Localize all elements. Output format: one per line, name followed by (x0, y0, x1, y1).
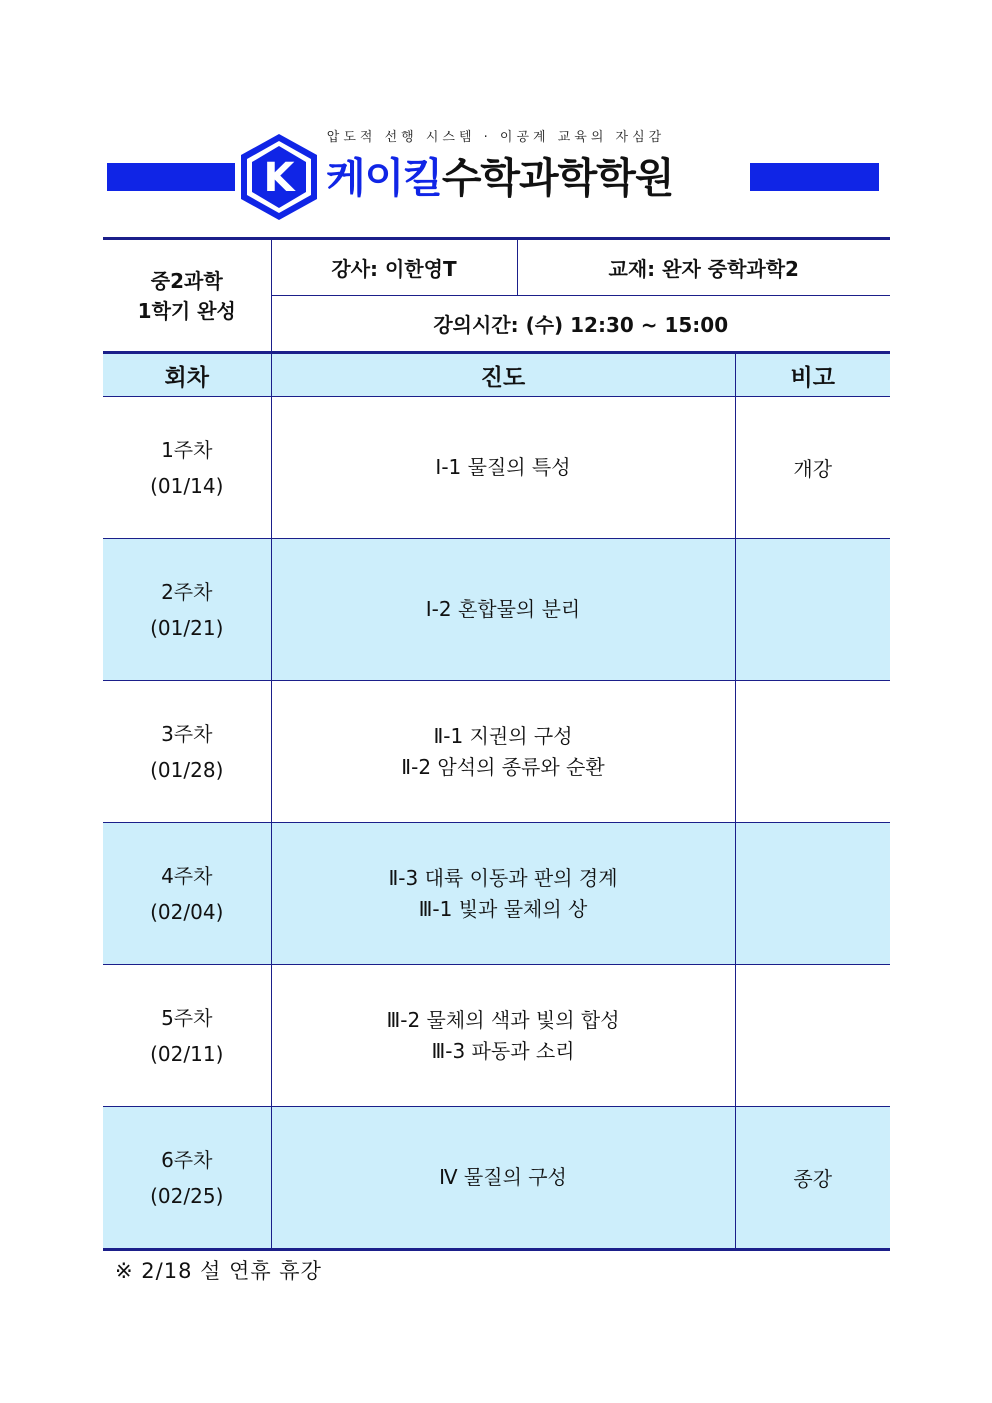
slogan: 압도적 선행 시스템 · 이공계 교육의 자심감 (326, 130, 666, 145)
week-date: (02/04) (150, 899, 224, 924)
note-cell (735, 823, 890, 965)
week-date: (01/21) (150, 615, 224, 640)
table-row (103, 681, 890, 823)
table-row (103, 397, 890, 539)
header-bar-right (750, 163, 879, 191)
progress-item: Ⅲ-3 파동과 소리 (431, 1038, 575, 1063)
progress-item: Ⅲ-1 빛과 물체의 상 (418, 896, 588, 921)
week-date: (01/28) (150, 757, 224, 782)
week-label: 1주차 (161, 437, 213, 462)
week-date: (02/11) (150, 1041, 224, 1066)
table-row (103, 1107, 890, 1250)
logo-letter: K (263, 155, 295, 201)
course-title-cell (103, 239, 271, 353)
schedule-table (103, 237, 890, 1251)
instructor-cell: 강사: 이한영T (271, 239, 517, 296)
note-cell: 개강 (735, 397, 890, 539)
academy-logo-icon (238, 132, 320, 222)
note-cell: 종강 (735, 1107, 890, 1250)
brand-name-part2: 수학과학학원 (441, 154, 674, 202)
brand-name-part1: 케이킬 (326, 154, 442, 202)
week-label: 3주차 (161, 721, 213, 746)
week-label: 2주차 (161, 579, 213, 604)
progress-item: Ⅰ-2 혼합물의 분리 (425, 597, 581, 621)
table-row (103, 539, 890, 681)
week-label: 6주차 (161, 1147, 213, 1172)
footnote: ※ 2/18 설 연휴 휴강 (115, 1259, 322, 1283)
week-date: (01/14) (150, 473, 224, 498)
progress-item: Ⅱ-1 지권의 구성 (433, 723, 573, 748)
table-row (103, 823, 890, 965)
schedule-time-cell: 강의시간: (수) 12:30 ~ 15:00 (271, 296, 890, 353)
column-header-session: 회차 (103, 353, 271, 397)
course-title-line1: 중2과학 (150, 268, 223, 293)
progress-item: Ⅱ-2 암석의 종류와 순환 (401, 754, 605, 779)
note-cell (735, 965, 890, 1107)
week-label: 5주차 (161, 1005, 213, 1030)
progress-item: Ⅲ-2 물체의 색과 빛의 합성 (386, 1007, 620, 1032)
textbook-cell: 교재: 완자 중학과학2 (517, 239, 890, 296)
note-cell (735, 539, 890, 681)
progress-item: Ⅱ-3 대륙 이동과 판의 경계 (388, 865, 618, 890)
header-bar-left (107, 163, 235, 191)
table-row (103, 965, 890, 1107)
week-label: 4주차 (161, 863, 213, 888)
progress-item: Ⅰ-1 물질의 특성 (435, 455, 571, 479)
column-header-progress: 진도 (271, 353, 735, 397)
course-title-line2: 1학기 완성 (137, 298, 236, 323)
academy-name (326, 150, 673, 206)
progress-item: Ⅳ 물질의 구성 (439, 1165, 567, 1189)
note-cell (735, 681, 890, 823)
column-header-note: 비고 (735, 353, 890, 397)
week-date: (02/25) (150, 1183, 224, 1208)
